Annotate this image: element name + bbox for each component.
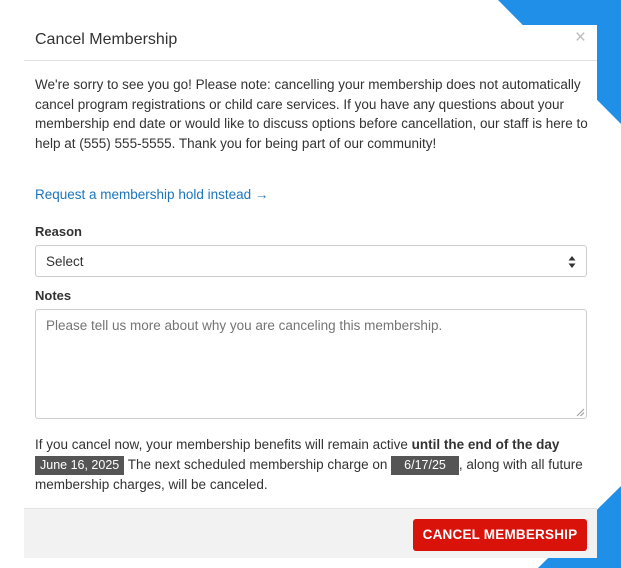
notice-text-2: The next scheduled membership charge on: [124, 456, 392, 472]
notes-label: Notes: [35, 288, 72, 303]
notice-text-1: If you cancel now, your membership benefits will remain active: [35, 437, 412, 452]
dialog-title: Cancel Membership: [35, 31, 178, 48]
dialog-header: [24, 25, 597, 61]
select-arrows-icon: [568, 255, 576, 269]
cancel-membership-button[interactable]: CANCEL MEMBERSHIP: [413, 519, 587, 551]
reason-select[interactable]: [35, 245, 587, 277]
notice-emphasis: until the end of the day: [411, 437, 560, 452]
dialog-footer: [24, 508, 597, 558]
charge-date-value: 6/17/25: [391, 456, 459, 475]
cancel-membership-dialog: [24, 25, 597, 558]
membership-hold-link[interactable]: Request a membership hold instead →: [35, 187, 269, 202]
reason-select-value: Select: [46, 254, 84, 269]
notes-placeholder: Please tell us more about why you are canceling this membership.: [46, 318, 443, 333]
close-icon[interactable]: ×: [574, 27, 586, 48]
notes-textarea[interactable]: [35, 309, 587, 419]
end-date-value: June 16, 2025: [35, 456, 124, 475]
cancellation-notice: [35, 435, 588, 494]
intro-message: We're sorry to see you go! Please note: cancelling your membership does not automatically cancel program registrations or child care services. If you have any questions about your membership end date or would like to discuss options before cancellation, our staff is here to help at (555) 555-5555. Thank you for being part of our community!: [35, 77, 588, 151]
notice-text-3: , along with all future membership charges, will be canceled.: [35, 456, 583, 492]
reason-label: Reason: [35, 224, 82, 239]
resize-grip-icon[interactable]: [575, 407, 585, 417]
